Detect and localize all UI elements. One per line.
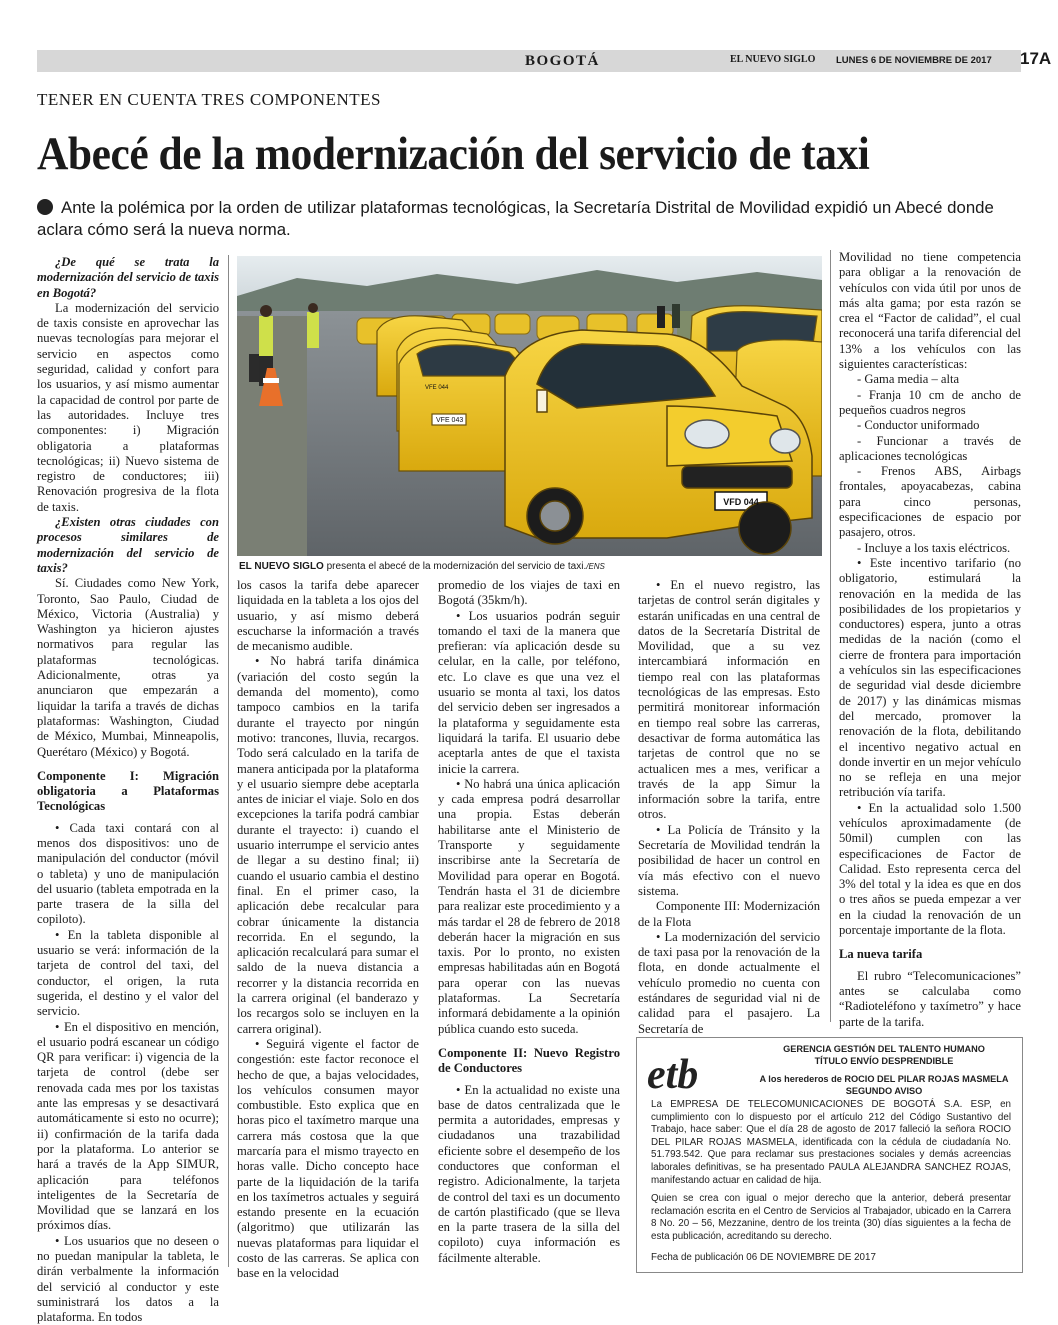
photo-caption — [239, 561, 605, 572]
lead-paragraph — [37, 197, 1017, 241]
paragraph: Componente III: Modernización de la Flota — [638, 899, 820, 929]
caption-newspaper: EL NUEVO SIGLO — [239, 561, 324, 572]
legal-notice-box — [636, 1037, 1023, 1273]
column-divider — [228, 255, 229, 1267]
paragraph: • La modernización del servicio de taxi pasa por la renovación de la flota, en donde actualmente el vehículo promedio no cuenta con estándares de seguridad vial ni de calidad para el pasajero. La Secretaría de — [638, 929, 820, 1036]
notice-heading: SEGUNDO AVISO — [845, 1086, 923, 1096]
paragraph: promedio de los viajes de taxi en Bogotá (35km/h). — [438, 578, 620, 608]
taxi-plate-text: VFE 044 — [425, 385, 449, 391]
notice-heading: TÍTULO ENVÍO DESPRENDIBLE — [814, 1056, 954, 1066]
paragraph: La modernización del servicio de taxis consiste en aprovechar las nuevas tecnologías para mejorar el servicio en aspectos como seguridad, calidad y confort para los usuarios, y así mismo aumentar la capacidad de control por parte de las autoridades. Incluye tres componentes: i) Migración obligatoria a plataformas tecnológicas; ii) Nuevo sistema de registro de conductores; iii) Renovación progresiva de la flota de taxis. — [37, 300, 219, 514]
paragraph: • Cada taxi contará con al menos dos dispositivos: uno de manipulación del conductor (móvil o tableta) y uno de manipulación del usuario (tableta empotrada en la parte trasera de la silla del copiloto). — [37, 820, 219, 927]
paragraph: El rubro “Telecomunicaciones” antes se calculaba como “Radioteléfono y taxímetro” y hace parte de la tarifa. — [839, 968, 1021, 1029]
section-name: BOGOTÁ — [525, 53, 600, 69]
list-item: - Gama media – alta — [857, 372, 960, 387]
taxi-plate-text: VFE 043 — [436, 417, 464, 424]
etb-logo — [645, 1048, 717, 1098]
notice-heading: GERENCIA GESTIÓN DEL TALENTO HUMANO — [783, 1044, 985, 1054]
paragraph: • En la tableta disponible al usuario se verá: información de la tarjeta de control del taxi, del conductor, el origen, la ruta sugerida, el destino y el valor del servicio. — [37, 927, 219, 1019]
paragraph: • No habrá tarifa dinámica (variación del costo según la demanda del momento), como tampoco cambios en la tarifa durante el trayecto por ningún motivo: trancones, lluvia, recargos. Todo será calculado en la tarifa de manera anticipada por la plataforma y el usuario siempre debe aceptarla antes de iniciar el viaje. Solo en dos excepciones la tarifa podrá cambiar durante el trayecto: i) cuando el usuario interrumpe el servicio antes de llegar a su destino final; ii) cuando el usuario cambia el destino final. En el primer caso, la aplicación debe recalcular para cobrar únicamente la distancia recorrida. En el segundo, la aplicación recalculará para sumar el saldo de la nueva distancia a recorrer y la distancia recorrida en la carrera original (el banderazo y los recargos solo se incluyen en la carrera original). — [237, 654, 419, 1036]
article-column-2 — [237, 578, 419, 1282]
page-number: 17A — [1020, 49, 1052, 68]
subheading: Componente I: Migración obligatoria a Plataformas Tecnológicas — [37, 768, 219, 814]
article-column-1 — [37, 255, 219, 1325]
taxi-photo — [237, 256, 822, 556]
paragraph: • En el dispositivo en mención, el usuario podrá escanear un código QR para verificar: i) vigencia de la tarjeta de control (debe ser renovada cada mes por los taxistas ante las empresas y se desactivará automáticamente si esto no ocurre); ii) confirmación de la tarifa dada por la plataforma. Lo anterior se hará a través de la App SIMUR, aplicación para teléfonos inteligentes de la Secretaría de Movilidad que se lanzará en los próximos días. — [37, 1019, 219, 1233]
paragraph: • En la actualidad solo 1.500 vehículos aproximadamente (de 50mil) cumplen con las especificaciones de Factor de Calidad. Esto representa cerca del 3% del total y la idea es que en dos o tres años se pueda empezar a ver en la ciudad la renovación de un porcentaje importante de la flota. — [839, 800, 1021, 938]
paragraph: • En la actualidad no existe una base de datos centralizada que le permita a autoridades, empresas y ciudadanos una trazabilidad eficiente sobre el desempeño de los conductores que conforman el registro. Adicionalmente, la tarjeta de control del taxi es un documento de cartón plastificado (que se lleva en la parte trasera de la silla del copiloto) cuya información es fácilmente alterable. — [438, 1082, 620, 1265]
list-item: - Conductor uniformado — [857, 418, 980, 433]
publication-date: Fecha de publicación 06 DE NOVIEMBRE DE 2017 — [651, 1252, 876, 1263]
logo-text: etb — [647, 1052, 699, 1098]
list-item: - Incluye a los taxis eléctricos. — [857, 540, 1011, 555]
taxi-plate-text: VFD 044 — [723, 497, 759, 507]
notice-heading: A los herederos de ROCIO DEL PILAR ROJAS MASMELA — [759, 1074, 1009, 1084]
subheading: La nueva tarifa — [839, 947, 923, 962]
list-item: - Funcionar a través de aplicaciones tecnológicas — [839, 433, 1021, 463]
bullet-icon — [37, 199, 53, 215]
list-item: - Franja 10 cm de ancho de pequeños cuadros negros — [839, 387, 1021, 417]
paragraph: • Los usuarios podrán seguir tomando el taxi de la manera que prefieran: vía aplicación desde su celular, en la calle, por teléfono, etc. Lo clave es que una vez el usuario se monta al taxi, los datos del servicio deben ser ingresados a la plataforma y seguidamente esta liquidará la tarifa. El usuario debe aceptarla antes de que el taxista inicie la carrera. — [438, 608, 620, 776]
newspaper-name: EL NUEVO SIGLO — [730, 54, 816, 65]
paragraph: • Seguirá vigente el factor de congestión: este factor reconoce el hecho de que, a bajas velocidades, los vehículos consumen mayor combustible. Esto explica que en horas pico el taxímetro marque una carrera más costosa que la que marcaría para el mismo trayecto en horas valle. Dicho concepto hace parte de la liquidación de la tarifa en los taxímetros actuales y seguirá estando presente en la ecuación (algoritmo) que utilizarán las nuevas plataformas para liquidar el costo de las carreras. Se aplica con base en la velocidad — [237, 1036, 419, 1281]
paragraph: • Este incentivo tarifario (no obligatorio, estimulará la renovación en la medida de las posibilidades de los propietarios y conductores) espera, junto a otras medidas de la nación (como el cierre de frontera para importación a vehículos sin las especificaciones de seguridad vial desde diciembre de 2017) y las dinámicas mismas del mercado, promover la renovación de la flota, debilitando el incentivo negativo actual en donde invertir en un mejor vehículo no se refleja en una mejor retribución vía tarifa. — [839, 555, 1021, 800]
paragraph: • Los usuarios que no deseen o no puedan manipular la tableta, le dirán verbalmente la información del servició al conductor y este suministrará los datos a la plataforma. En todos — [37, 1233, 219, 1325]
caption-credit: /ENS — [586, 562, 605, 571]
issue-date: LUNES 6 DE NOVIEMBRE DE 2017 — [836, 55, 992, 66]
section-header-bar — [37, 49, 1052, 72]
notice-body: Quien se crea con igual o mejor derecho que la anterior, deberá presentar reclamación escrita en el Centro de Servicios al Trabajador, ubicado en la Carrera 8 No. 20 – 56, Mezzanine, dentro de los treinta (30) días siguientes a la fecha de esta publicación, acreditando su derecho. — [651, 1193, 1011, 1242]
caption-text: presenta el abecé de la modernización del servicio de taxi. — [323, 561, 587, 572]
lead-text: Ante la polémica por la orden de utilizar plataformas tecnológicas, la Secretaría Distrital de Movilidad expidió un Abecé donde aclara cómo será la nueva norma. — [37, 198, 994, 239]
subheading: Componente II: Nuevo Registro de Conductores — [438, 1045, 620, 1076]
question-heading: ¿Existen otras ciudades con procesos similares de modernización del servicio de taxis? — [37, 515, 219, 575]
article-column-4 — [638, 578, 820, 1037]
question-heading: ¿De qué se trata la modernización del servicio de taxis en Bogotá? — [37, 255, 219, 300]
article-column-3 — [438, 578, 620, 1266]
paragraph: Movilidad no tiene competencia para obligar a la renovación de vehículos con vida útil por unos de más alta gama; por esta razón se crea el “Factor de calidad”, el cual reconocerá una tarifa diferencial del 13% a los vehículos con las siguientes características: — [839, 250, 1021, 372]
paragraph: • No habrá una única aplicación y cada empresa podrá desarrollar una propia. Estas deberán habilitarse ante el Ministerio de Transporte y seguidamente inscribirse ante la Secretaría de Movilidad para operar en Bogotá. Tendrán hasta el 31 de diciembre para realizar este procedimiento y a más tardar el 28 de febrero de 2018 deberán hacer la migración en sus taxis. Por lo pronto, no existen empresas habilitadas aún en Bogotá para operar con las nuevas plataformas. La Secretaría informará debidamente a la opinión pública cuando esto suceda. — [438, 776, 620, 1036]
paragraph: • En el nuevo registro, las tarjetas de control serán digitales y estarán unificadas en una central de datos de la Secretaría Distrital de Movilidad, que a su vez intercambiará información en tiempo real con las plataformas tecnológicas de las empresas. Esto permitirá monitorear información en tiempo real sobre las carreras, desactivar de forma automática las tarjetas de control que no se actualicen mes a mes, verificar a través de la app Simur la información sobre la tarifa, entre otros. — [638, 578, 820, 822]
paragraph: los casos la tarifa debe aparecer liquidada en la tableta a los ojos del usuario, y así mismo deberá escucharse la información a través de mecanismo audible. — [237, 578, 419, 654]
headline: Abecé de la modernización del servicio de taxi — [37, 128, 870, 180]
list-item: - Frenos ABS, Airbags frontales, apoyacabezas, cabina para cinco personas, especificaciones de espacio por pasajero, otros. — [839, 464, 1021, 540]
notice-body: La EMPRESA DE TELECOMUNICACIONES DE BOGOTÁ S.A. ESP, en cumplimiento con lo dispuesto por el artículo 212 del Código Sustantivo del Trabajo, hace saber: Que el día 28 de agosto de 2017 falleció la señora ROCIO DEL PILAR ROJAS MASMELA, identificada con la cédula de ciudadanía No. 51.793.542. Que para reclamar sus prestaciones sociales y demás acreencias laborales definitivas, se ha presentado PAULA ALEJANDRA SANCHEZ ROJAS, manifestando actuar en calidad de hija. — [651, 1099, 1011, 1186]
column-divider — [830, 250, 831, 1022]
paragraph: • La Policía de Tránsito y la Secretaría de Movilidad tendrán la posibilidad de hacer un control en vía más efectivo con el nuevo sistema. — [638, 822, 820, 898]
paragraph: Sí. Ciudades como New York, Toronto, Sao Paulo, Ciudad de México, Victoria (Australia) y Washington ya hicieron ajustes normativos para regular las plataformas tecnológicas. Adicionalmente, otras ya anunciaron que empezarán a liquidar la tarifa a través de dichas plataformas: Washington, Ciudad de México, Mumbai, Minneapolis, Querétaro (México) y Bogotá. — [37, 576, 219, 759]
article-column-5 — [839, 250, 1021, 1030]
kicker: TENER EN CUENTA TRES COMPONENTES — [37, 90, 381, 109]
